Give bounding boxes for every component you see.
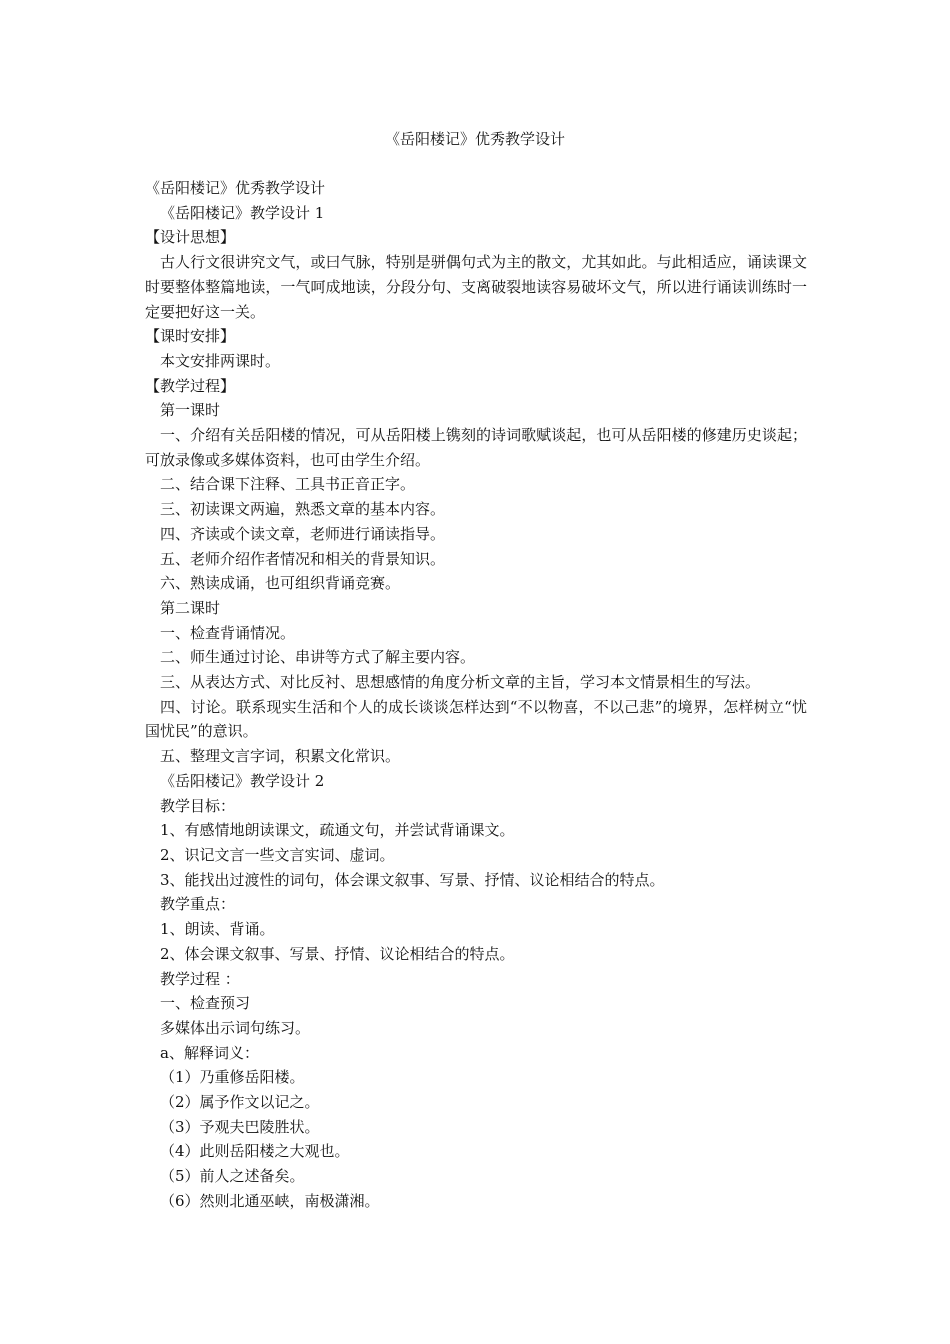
exercise-item: （5）前人之述备矣。 bbox=[160, 1167, 305, 1186]
list-item: 五、整理文言字词，积累文化常识。 bbox=[160, 747, 401, 766]
list-item: 2、体会课文叙事、写景、抒情、议论相结合的特点。 bbox=[160, 944, 515, 963]
bracket-heading-schedule: 【课时安排】 bbox=[145, 327, 236, 346]
list-item: 六、熟读成诵，也可组织背诵竞赛。 bbox=[160, 574, 401, 593]
list-item: 1、有感情地朗读课文，疏通文句，并尝试背诵课文。 bbox=[160, 821, 515, 840]
lesson-heading-second: 第二课时 bbox=[160, 598, 221, 617]
exercise-item: （3）予观夫巴陵胜状。 bbox=[160, 1117, 320, 1136]
exercise-item: （2）属予作文以记之。 bbox=[160, 1093, 320, 1112]
list-item: 二、师生通过讨论、串讲等方式了解主要内容。 bbox=[160, 648, 476, 667]
list-item: 二、结合课下注释、工具书正音正字。 bbox=[160, 475, 416, 494]
list-item: 四、齐读或个读文章，老师进行诵读指导。 bbox=[160, 524, 446, 543]
step-heading-preview: 一、检查预习 bbox=[160, 994, 251, 1013]
exercise-item: （6）然则北通巫峡，南极潇湘。 bbox=[160, 1191, 380, 1210]
document-body bbox=[145, 176, 807, 1214]
subtitle-line: 《岳阳楼记》优秀教学设计 bbox=[145, 179, 326, 197]
section-heading-design-2: 《岳阳楼记》教学设计 2 bbox=[160, 771, 325, 790]
exercise-item: （1）乃重修岳阳楼。 bbox=[160, 1068, 305, 1087]
paragraph-design-idea: 古人行文很讲究文气，或曰气脉，特别是骈偶句式为主的散文，尤其如此。与此相适应，诵读课文时要整体整篇地读，一气呵成地读，分段分句、支离破裂地读容易破坏文气，所以进行诵读训练时一定要把好这一关。 bbox=[145, 253, 807, 321]
list-item: 1、朗读、背诵。 bbox=[160, 920, 275, 939]
list-item: 2、识记文言一些文言实词、虚词。 bbox=[160, 845, 395, 864]
bracket-heading-design-idea: 【设计思想】 bbox=[145, 228, 236, 247]
list-item: 一、检查背诵情况。 bbox=[160, 623, 296, 642]
list-item: 四、讨论。联系现实生活和个人的成长谈谈怎样达到“不以物喜，不以己悲”的境界，怎样树立“忧国忧民”的意识。 bbox=[145, 697, 807, 741]
paragraph-schedule: 本文安排两课时。 bbox=[160, 351, 281, 370]
label-teaching-goals: 教学目标： bbox=[160, 796, 236, 815]
lesson-heading-first: 第一课时 bbox=[160, 401, 221, 420]
list-item: 一、介绍有关岳阳楼的情况，可从岳阳楼上镌刻的诗词歌赋谈起，也可从岳阳楼的修建历史谈起；可放录像或多媒体资料，也可由学生介绍。 bbox=[145, 426, 807, 469]
list-item: 多媒体出示词句练习。 bbox=[160, 1018, 311, 1037]
label-word-meaning: a、解释词义： bbox=[160, 1043, 259, 1062]
list-item: 3、能找出过渡性的词句，体会课文叙事、写景、抒情、议论相结合的特点。 bbox=[160, 870, 665, 889]
list-item: 五、老师介绍作者情况和相关的背景知识。 bbox=[160, 549, 446, 568]
section-heading-design-1: 《岳阳楼记》教学设计 1 bbox=[160, 203, 325, 222]
label-teaching-process: 教学过程 ： bbox=[160, 969, 240, 988]
label-key-points: 教学重点： bbox=[160, 895, 236, 914]
bracket-heading-process: 【教学过程】 bbox=[145, 376, 236, 395]
list-item: 三、从表达方式、对比反衬、思想感情的角度分析文章的主旨，学习本文情景相生的写法。 bbox=[160, 673, 761, 692]
list-item: 三、初读课文两遍，熟悉文章的基本内容。 bbox=[160, 500, 446, 519]
exercise-item: （4）此则岳阳楼之大观也。 bbox=[160, 1142, 350, 1161]
document-title: 《岳阳楼记》优秀教学设计 bbox=[384, 130, 565, 148]
